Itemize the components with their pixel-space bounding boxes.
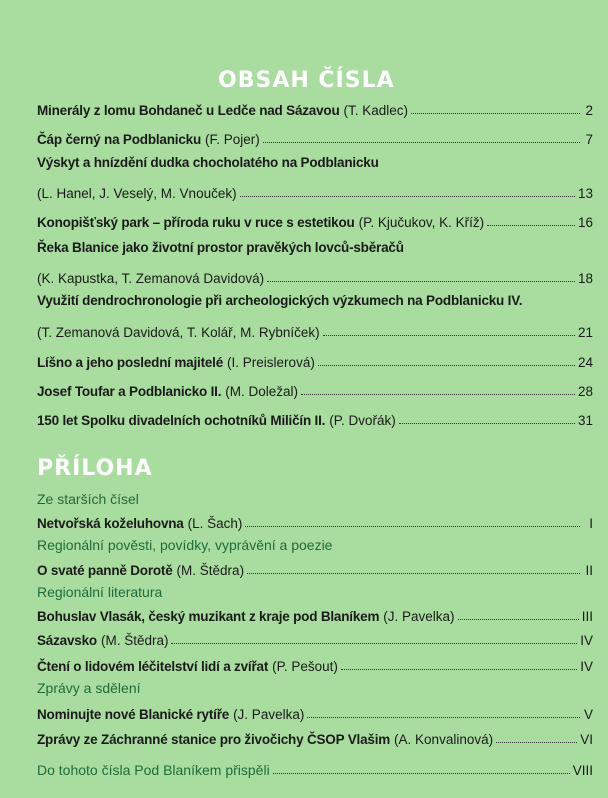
leader-dots xyxy=(267,281,575,282)
entry-page: IV xyxy=(580,659,593,674)
leader-dots xyxy=(341,669,577,670)
entry-author: (P. Dvořák) xyxy=(329,413,396,428)
entry-page: 28 xyxy=(577,384,593,399)
leader-dots xyxy=(245,526,580,527)
entry-title: Zprávy ze Záchranné stanice pro živočichy ČSOP Vlašim xyxy=(37,732,391,747)
entry-page: II xyxy=(585,563,593,578)
entry-author: (K. Kapustka, T. Zemanová Davidová) xyxy=(37,271,265,286)
appendix-entry[interactable] xyxy=(37,602,593,624)
appendix-heading: PŘÍLOHA xyxy=(37,456,153,481)
appendix-entry[interactable] xyxy=(37,725,593,747)
leader-dots xyxy=(318,365,575,366)
toc-entry[interactable] xyxy=(37,406,593,428)
toc-entry[interactable] xyxy=(37,264,593,286)
appendix-entry[interactable] xyxy=(37,700,593,722)
entry-title: Využití dendrochronologie při archeologických výzkumech na Podblanicku IV. xyxy=(37,293,523,308)
entry-title: Řeka Blanice jako životní prostor pravěkých lovců-sběračů xyxy=(37,240,404,255)
entry-author: (T. Kadlec) xyxy=(343,103,409,118)
entry-author: (P. Pešout) xyxy=(272,659,338,674)
toc-heading: OBSAH ČÍSLA xyxy=(218,68,395,93)
entry-page: 31 xyxy=(577,413,593,428)
entry-page: V xyxy=(583,707,593,722)
entry-page: III xyxy=(581,609,593,624)
entry-author: (M. Štědra) xyxy=(100,633,169,648)
section-label: Regionální pověsti, povídky, vyprávění a poezie xyxy=(37,537,333,553)
entry-page: 16 xyxy=(577,215,593,230)
entry-title: Nominujte nové Blanické rytíře xyxy=(37,707,230,722)
contributors-entry[interactable] xyxy=(37,756,593,778)
entry-page: 7 xyxy=(585,132,593,147)
entry-title: Minerály z lomu Bohdaneč u Ledče nad Sázavou xyxy=(37,103,340,118)
entry-page: 13 xyxy=(577,186,593,201)
appendix-entry[interactable] xyxy=(37,509,593,531)
section-label: Ze starších čísel xyxy=(37,491,139,507)
entry-title: Konopišťský park – příroda ruku v ruce s estetikou xyxy=(37,215,355,230)
entry-author: (A. Konvalinová) xyxy=(394,732,494,747)
entry-title: 150 let Spolku divadelních ochotníků Miličín II. xyxy=(37,413,326,428)
leader-dots xyxy=(399,423,575,424)
entry-author: (L. Šach) xyxy=(187,516,243,531)
appendix-entry[interactable] xyxy=(37,556,593,578)
entry-title: Netvořská koželuhovna xyxy=(37,516,184,531)
entry-author: (T. Zemanová Davidová, T. Kolář, M. Rybníček) xyxy=(37,325,320,340)
entry-title: Čáp černý na Podblanicku xyxy=(37,132,201,147)
leader-dots xyxy=(496,742,577,743)
entry-page: I xyxy=(589,516,593,531)
entry-page: 2 xyxy=(585,103,593,118)
leader-dots xyxy=(487,225,575,226)
entry-author: (I. Preislerová) xyxy=(227,355,315,370)
leader-dots xyxy=(458,619,579,620)
entry-title: Líšno a jeho poslední majitelé xyxy=(37,355,224,370)
toc-entry[interactable] xyxy=(37,348,593,370)
entry-page: IV xyxy=(580,633,593,648)
leader-dots xyxy=(307,717,580,718)
entry-page: 24 xyxy=(577,355,593,370)
entry-title: Josef Toufar a Podblanicko II. xyxy=(37,384,222,399)
appendix-entry[interactable] xyxy=(37,626,593,648)
leader-dots xyxy=(263,142,580,143)
entry-title: Výskyt a hnízdění dudka chocholatého na Podblanicku xyxy=(37,155,379,170)
contributors-label: Do tohoto čísla Pod Blaníkem přispěli xyxy=(37,762,270,778)
entry-author: (J. Pavelka) xyxy=(233,707,305,722)
toc-entry-title-line[interactable] xyxy=(37,240,404,255)
leader-dots xyxy=(323,335,575,336)
entry-author: (J. Pavelka) xyxy=(383,609,455,624)
entry-author: (P. Kjučukov, K. Kříž) xyxy=(358,215,485,230)
entry-page: 18 xyxy=(577,271,593,286)
toc-entry-title-line[interactable] xyxy=(37,155,379,170)
entry-title: Čtení o lidovém léčitelství lidí a zvířat xyxy=(37,659,269,674)
entry-page: VI xyxy=(580,732,593,747)
toc-entry[interactable] xyxy=(37,179,593,201)
toc-entry[interactable] xyxy=(37,377,593,399)
entry-title: Bohuslav Vlasák, český muzikant z kraje pod Blaníkem xyxy=(37,609,380,624)
leader-dots xyxy=(273,773,570,774)
toc-entry[interactable] xyxy=(37,208,593,230)
entry-author: (M. Štědra) xyxy=(176,563,245,578)
entry-title: Sázavsko xyxy=(37,633,97,648)
toc-entry-title-line[interactable] xyxy=(37,293,522,308)
appendix-entry[interactable] xyxy=(37,652,593,674)
section-label: Regionální literatura xyxy=(37,584,163,600)
toc-entry[interactable] xyxy=(37,318,593,340)
leader-dots xyxy=(411,113,580,114)
leader-dots xyxy=(240,196,575,197)
entry-page: VIII xyxy=(572,763,593,778)
section-label: Zprávy a sdělení xyxy=(37,680,141,696)
entry-title: O svaté panně Dorotě xyxy=(37,563,173,578)
entry-author: (L. Hanel, J. Veselý, M. Vnouček) xyxy=(37,186,237,201)
toc-entry[interactable] xyxy=(37,125,593,147)
leader-dots xyxy=(247,573,580,574)
toc-entry[interactable] xyxy=(37,96,593,118)
leader-dots xyxy=(171,643,577,644)
leader-dots xyxy=(301,394,575,395)
entry-author: (F. Pojer) xyxy=(205,132,260,147)
entry-page: 21 xyxy=(577,325,593,340)
entry-author: (M. Doležal) xyxy=(225,384,299,399)
